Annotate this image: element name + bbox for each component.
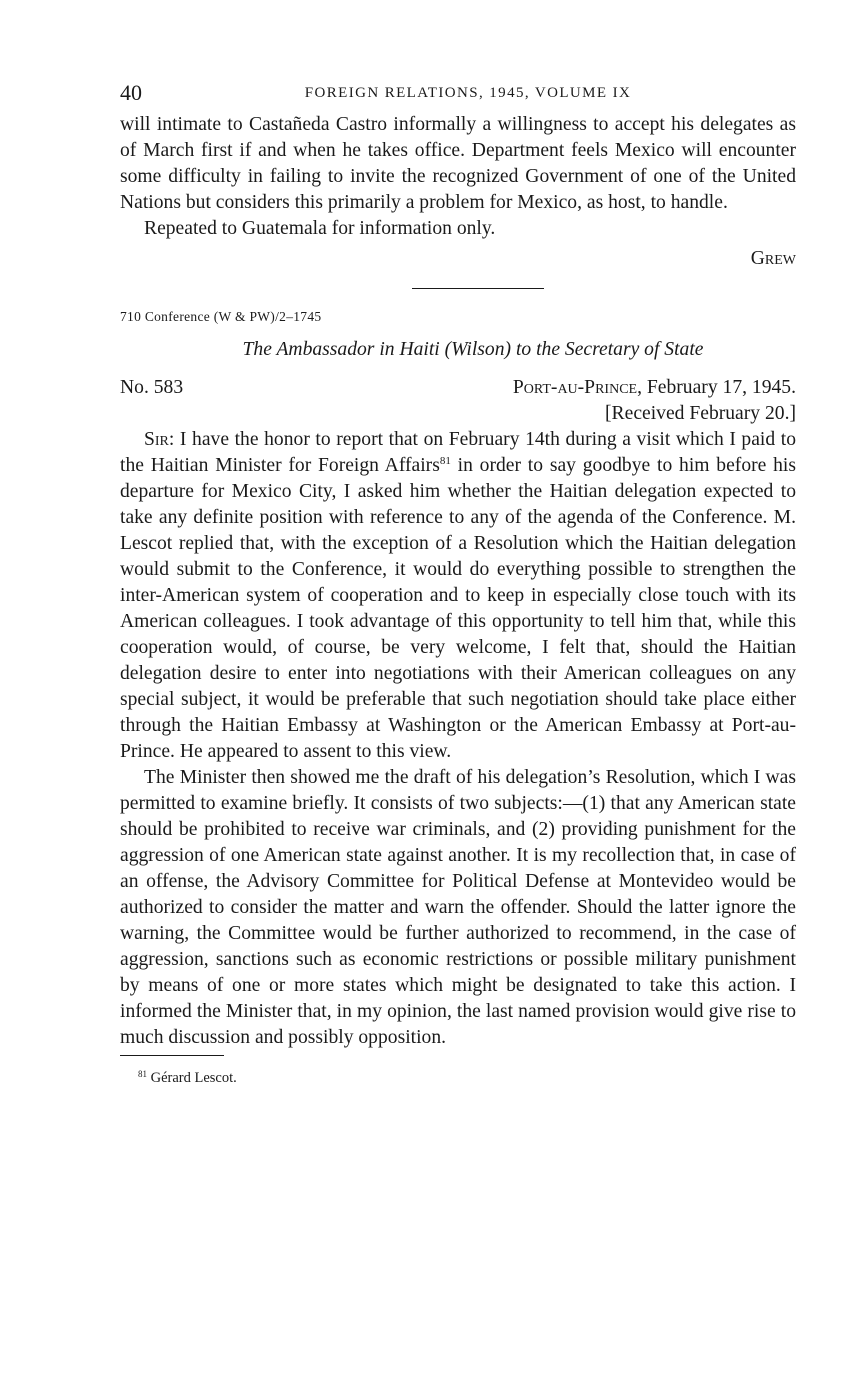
signature: Grew bbox=[750, 248, 796, 269]
paragraph-1-part-b: in order to say goodbye to him before his departure for Mexico City, I asked him whether the Haitian delegation expected to take any definite position with reference to any of the agenda of the Conference. M. Lescot replied that, with the exception of a Resolution which the Haitian delegation would submit to the Conference, it would do everything possible to strengthen the inter-American system of cooperation and to keep in especially close touch with its American colleagues. I took advantage of this opportunity to tell him that, while this cooperation would, of course, be very welcome, I felt that, should the Haitian delegation desire to enter into negotiations with their American colleagues on any special subject, it would be preferable that such negotiation should take place either through the Haitian Embassy at Washington or the American Embassy at Port-au-Prince. He appeared to assent to this view. bbox=[120, 455, 796, 762]
section-divider bbox=[412, 288, 544, 289]
footnote-text: Gérard Lescot. bbox=[150, 1070, 237, 1086]
repeated-note: Repeated to Guatemala for information only. bbox=[144, 218, 496, 239]
running-head: FOREIGN RELATIONS, 1945, VOLUME IX bbox=[304, 85, 632, 101]
date: , February 17, 1945. bbox=[637, 377, 796, 398]
received-date: [Received February 20.] bbox=[605, 403, 796, 424]
footnote-marker: 81 bbox=[138, 1069, 147, 1079]
document-title: The Ambassador in Haiti (Wilson) to the Secretary of State bbox=[242, 339, 704, 360]
page-header bbox=[120, 78, 796, 112]
dateline bbox=[120, 375, 796, 427]
page-number: 40 bbox=[120, 80, 142, 105]
footnote-reference[interactable]: 81 bbox=[439, 455, 451, 467]
body-paragraph-1 bbox=[120, 427, 796, 765]
document-number: No. 583 bbox=[120, 377, 184, 398]
document-page bbox=[120, 78, 796, 1087]
footnote bbox=[120, 1070, 796, 1087]
continued-paragraph: will intimate to Castañeda Castro informally a willingness to accept his delegates as of March first if and when he takes office. Department feels Mexico will encounter some difficulty in failing to invite the recognized Government of one of the United Nations but considers this primarily a problem for Mexico, as host, to handle. bbox=[120, 114, 796, 213]
file-reference: 710 Conference (W & PW)/2–1745 bbox=[120, 309, 322, 324]
footnote-rule bbox=[120, 1055, 224, 1056]
salutation: Sir bbox=[144, 429, 169, 450]
place-date bbox=[513, 375, 796, 401]
place: Port-au-Prince bbox=[512, 377, 638, 398]
paragraph-1-part-a: : I have the honor to report that on February 14th during a visit which I paid to the Haitian Minister for Foreign Affairs bbox=[120, 429, 796, 476]
body-paragraph-2: The Minister then showed me the draft of his delegation’s Resolution, which I was permitted to examine briefly. It consists of two subjects:—(1) that any American state should be prohibited to receive war criminals, and (2) providing punishment for the aggression of one American state against another. It is my recollection that, in case of an offense, the Advisory Committee for Political Defense at Montevideo would be authorized to consider the matter and warn the offender. Should the latter ignore the warning, the Committee would be further authorized to recommend, in the case of aggression, sanctions such as economic restrictions or possible military punishment by means of one or more states which might be designated to take this action. I informed the Minister that, in my opinion, the last named provision would give rise to much discussion and possibly opposition. bbox=[120, 767, 796, 1048]
